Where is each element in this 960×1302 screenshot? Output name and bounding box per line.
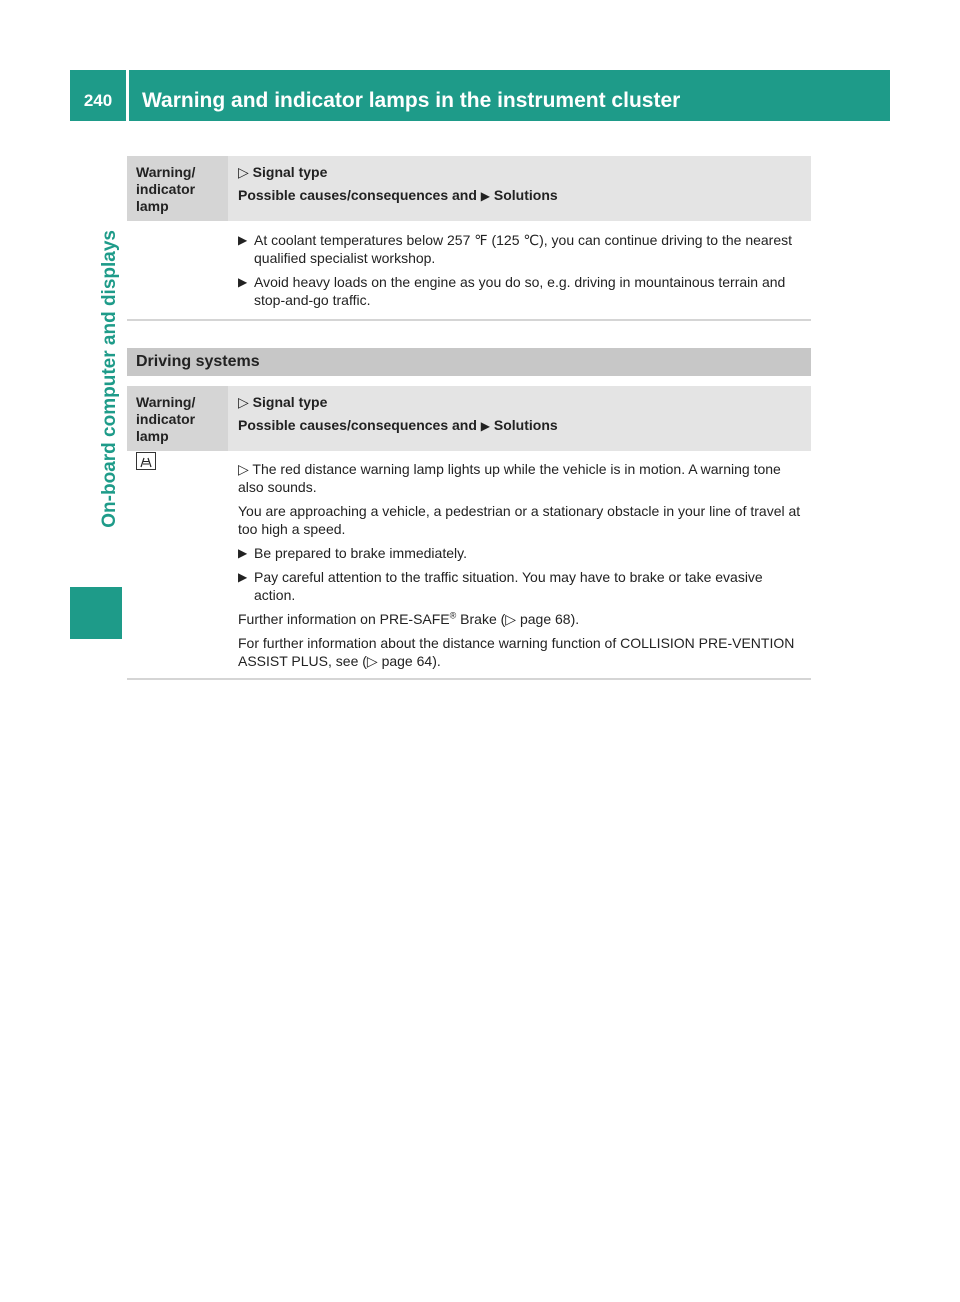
table-rule bbox=[127, 319, 811, 321]
list-item: ▶ At coolant temperatures below 257 ℉ (125 ℃), you can continue driving to the nearest qualified specialist workshop. bbox=[238, 232, 793, 266]
signal-column-header bbox=[238, 164, 558, 205]
signal-type-label: Signal type bbox=[252, 394, 328, 410]
table-header bbox=[127, 386, 811, 451]
action-arrow-icon: ▶ bbox=[238, 275, 248, 289]
list-item: ▶ Avoid heavy loads on the engine as you do so, e.g. driving in mountainous terrain and stop-and-go traffic. bbox=[238, 274, 786, 308]
lamp-column-header: Warning/ indicator lamp bbox=[127, 156, 228, 221]
signal-triangle-icon: ▷ bbox=[238, 461, 249, 477]
page-header bbox=[70, 70, 890, 121]
table-row bbox=[127, 451, 811, 678]
solutions-label: Solutions bbox=[493, 187, 558, 203]
table-rule bbox=[127, 678, 811, 680]
page-number: 240 bbox=[83, 91, 113, 110]
signal-column-header bbox=[238, 394, 558, 435]
page-ref-triangle-icon: ▷ bbox=[366, 653, 378, 669]
continued-table bbox=[127, 156, 811, 321]
chapter-tab-marker bbox=[70, 587, 122, 639]
action-arrow-icon: ▶ bbox=[238, 546, 248, 560]
page-link[interactable]: page 64 bbox=[381, 653, 433, 669]
driving-systems-table bbox=[127, 386, 811, 680]
description-text: You are approaching a vehicle, a pedestrian or a stationary obstacle in your line of travel at too high a speed. bbox=[238, 503, 801, 537]
table-header bbox=[127, 156, 811, 221]
action-arrow-icon: ▶ bbox=[480, 189, 491, 203]
action-arrow-icon: ▶ bbox=[238, 233, 248, 247]
signal-triangle-icon: ▷ bbox=[238, 394, 249, 410]
page-title: Warning and indicator lamps in the instrument cluster bbox=[142, 89, 681, 112]
list-item: ▶ Pay careful attention to the traffic situation. You may have to brake or take evasive action. bbox=[238, 569, 763, 603]
cross-reference: Further information on PRE-SAFE® Brake (▷ page 68). bbox=[238, 610, 580, 627]
lamp-column-header: Warning/ indicator lamp bbox=[127, 386, 228, 451]
chapter-side-tab: On-board computer and displays bbox=[99, 230, 120, 528]
page-link[interactable]: page 68 bbox=[519, 611, 571, 627]
causes-label: Possible causes/consequences and bbox=[238, 417, 477, 433]
cross-reference: For further information about the distance warning function of COLLISION PRE-VENTION ASSIST PLUS, see (▷ page 64). bbox=[238, 635, 795, 669]
solutions-label: Solutions bbox=[493, 417, 558, 433]
page-ref-triangle-icon: ▷ bbox=[505, 611, 517, 627]
causes-label: Possible causes/consequences and bbox=[238, 187, 477, 203]
signal-type-label: Signal type bbox=[252, 164, 328, 180]
list-item: ▷ The red distance warning lamp lights up while the vehicle is in motion. A warning tone also sounds. bbox=[238, 461, 781, 495]
action-arrow-icon: ▶ bbox=[238, 570, 248, 584]
list-item: ▶ Be prepared to brake immediately. bbox=[238, 545, 467, 561]
table-row bbox=[127, 221, 811, 319]
section-heading: Driving systems bbox=[127, 348, 811, 376]
header-divider bbox=[126, 70, 129, 121]
distance-warning-icon bbox=[136, 452, 156, 470]
action-arrow-icon: ▶ bbox=[480, 419, 491, 433]
signal-triangle-icon: ▷ bbox=[238, 164, 249, 180]
